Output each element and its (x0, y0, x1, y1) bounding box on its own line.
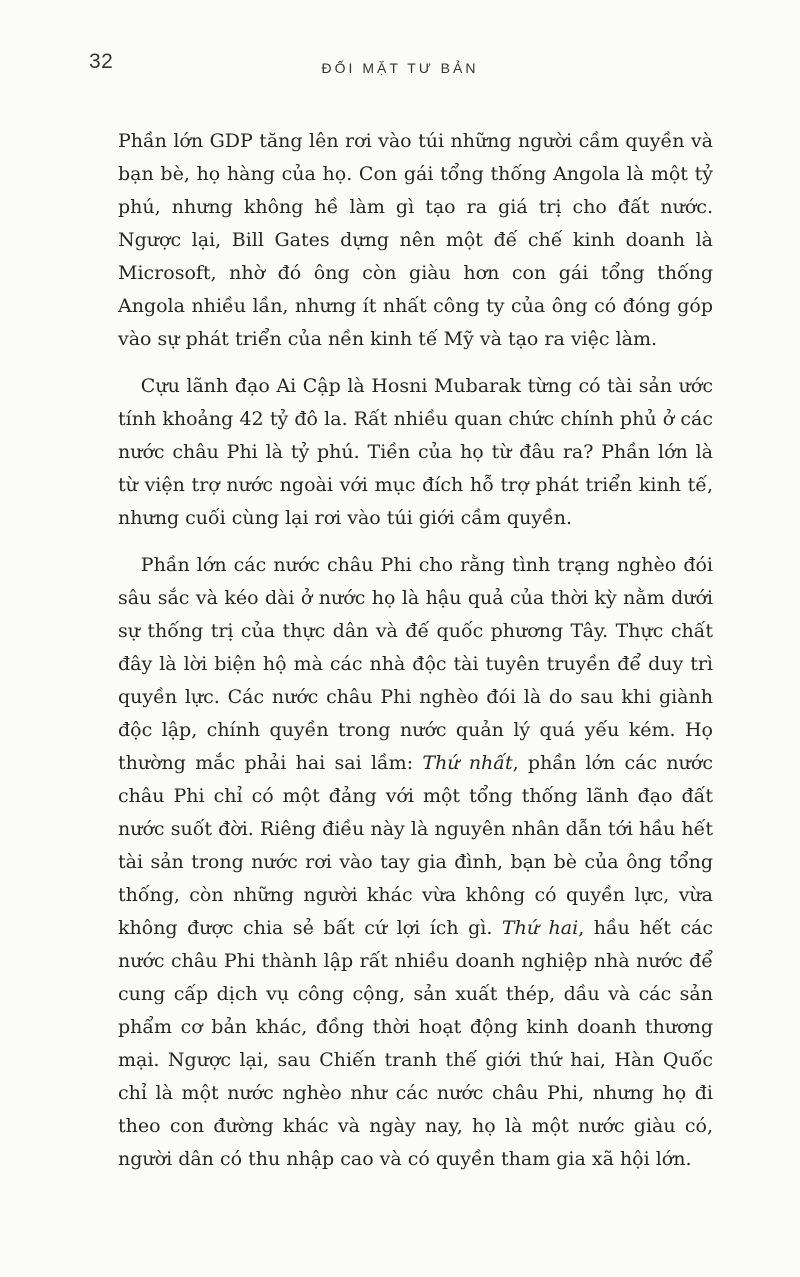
emphasis-thu-nhat: Thứ nhất (422, 752, 513, 774)
paragraph-3 (118, 549, 713, 1176)
paragraph-1: Phần lớn GDP tăng lên rơi vào túi những người cầm quyền và bạn bè, họ hàng của họ. Con gái tổng thống Angola là một tỷ phú, nhưng không hề làm gì tạo ra giá trị cho đất nước. Ngược lại, Bill Gates dựng nên một đế chế kinh doanh là Microsoft, nhờ đó ông còn giàu hơn con gái tổng thống Angola nhiều lần, nhưng ít nhất công ty của ông có đóng góp vào sự phát triển của nền kinh tế Mỹ và tạo ra việc làm. (118, 130, 713, 350)
page-number: 32 (89, 50, 114, 73)
running-head: ĐỐI MẶT TƯ BẢN (321, 60, 479, 76)
emphasis-thu-hai: Thứ hai (501, 917, 579, 939)
paragraph-3-part-3: , hầu hết các nước châu Phi thành lập rất nhiều doanh nghiệp nhà nước để cung cấp dịch vụ công cộng, sản xuất thép, dầu và các sản phẩm cơ bản khác, đồng thời hoạt động kinh doanh thương mại. Ngược lại, sau Chiến tranh thế giới thứ hai, Hàn Quốc chỉ là một nước nghèo như các nước châu Phi, nhưng họ đi theo con đường khác và ngày nay, họ là một nước giàu có, người dân có thu nhập cao và có quyền tham gia xã hội lớn. (118, 917, 713, 1170)
body-text (118, 125, 713, 1176)
paragraph-3-part-1: Phần lớn các nước châu Phi cho rằng tình trạng nghèo đói sâu sắc và kéo dài ở nước họ là hậu quả của thời kỳ nằm dưới sự thống trị của thực dân và đế quốc phương Tây. Thực chất đây là lời biện hộ mà các nhà độc tài tuyên truyền để duy trì quyền lực. Các nước châu Phi nghèo đói là do sau khi giành độc lập, chính quyền trong nước quản lý quá yếu kém. Họ thường mắc phải hai sai lầm: (118, 554, 713, 774)
paragraph-3-part-2: , phần lớn các nước châu Phi chỉ có một đảng với một tổng thống lãnh đạo đất nước suốt đời. Riêng điều này là nguyên nhân dẫn tới hầu hết tài sản trong nước rơi vào tay gia đình, bạn bè của ông tổng thống, còn những người khác vừa không có quyền lực, vừa không được chia sẻ bất cứ lợi ích gì. (118, 752, 713, 939)
paragraph-2: Cựu lãnh đạo Ai Cập là Hosni Mubarak từng có tài sản ước tính khoảng 42 tỷ đô la. Rất nhiều quan chức chính phủ ở các nước châu Phi là tỷ phú. Tiền của họ từ đâu ra? Phần lớn là từ viện trợ nước ngoài với mục đích hỗ trợ phát triển kinh tế, nhưng cuối cùng lại rơi vào túi giới cầm quyền. (118, 375, 713, 529)
